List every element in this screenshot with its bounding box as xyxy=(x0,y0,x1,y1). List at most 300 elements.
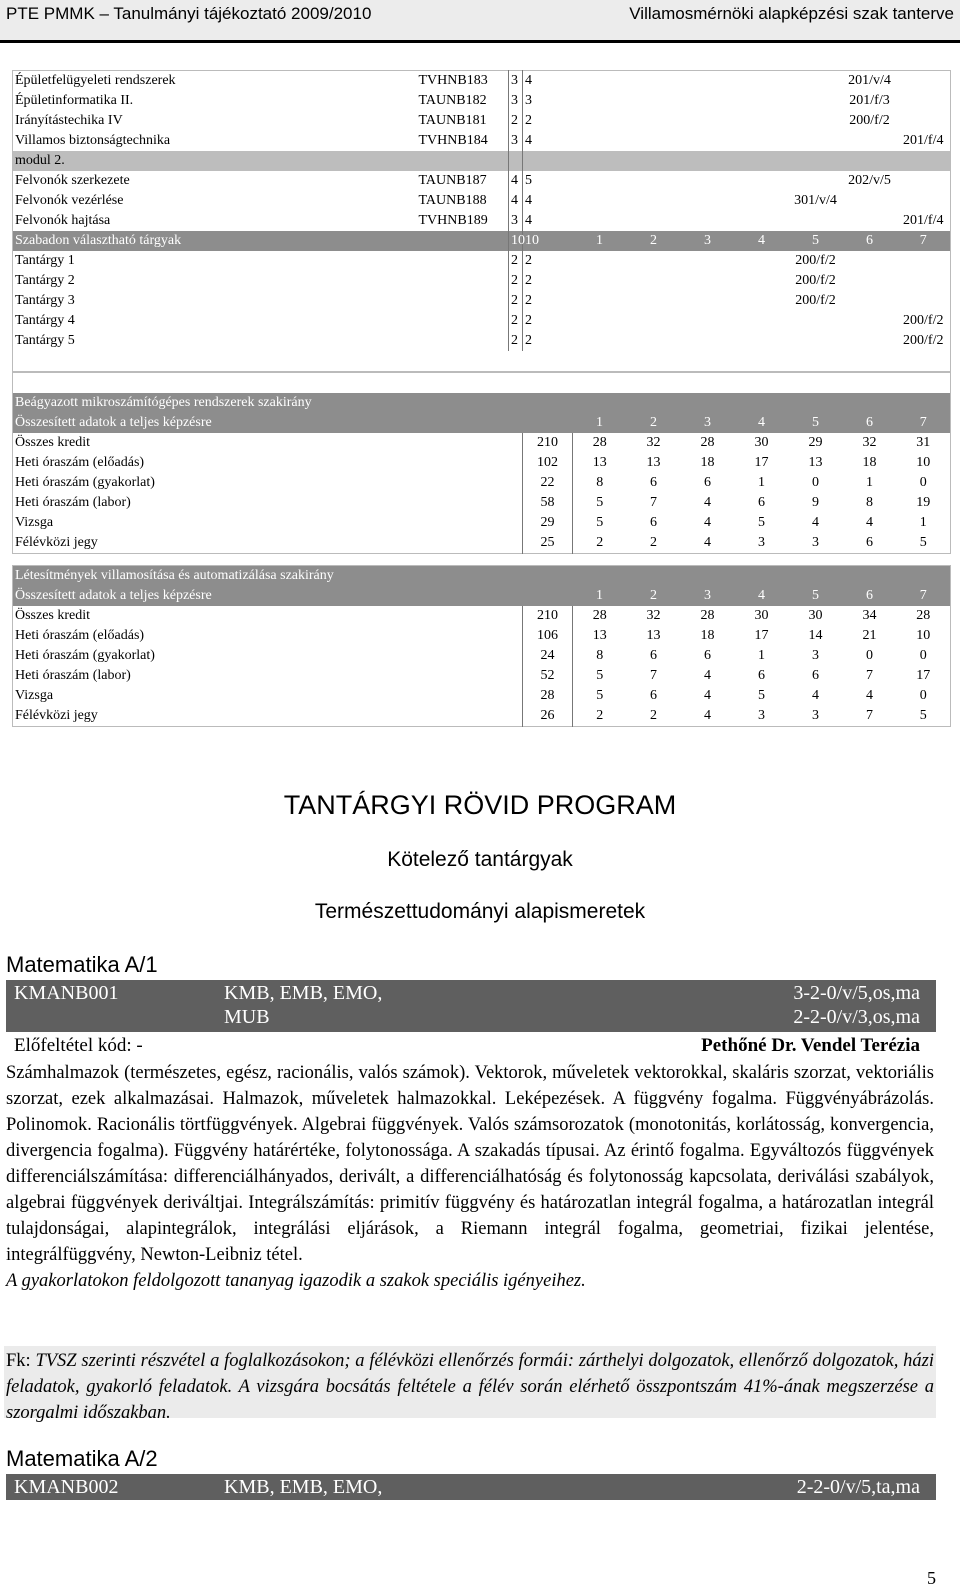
semester-value: 4 xyxy=(789,686,843,706)
row-total: 210 xyxy=(523,606,573,626)
semester-cell xyxy=(681,151,735,171)
table-row xyxy=(13,706,951,727)
course-code xyxy=(417,331,509,351)
semester-cell xyxy=(627,151,681,171)
table-row xyxy=(13,646,951,666)
page-number: 5 xyxy=(927,1568,936,1588)
page-header xyxy=(0,0,960,40)
semester-value: 1 xyxy=(735,646,789,666)
semester-header: 4 xyxy=(735,586,789,606)
semester-cell xyxy=(789,111,843,131)
semester-cell: 301/v/4 xyxy=(789,191,843,211)
semester-value: 28 xyxy=(681,433,735,453)
semester-value: 7 xyxy=(843,666,897,686)
semester-value: 5 xyxy=(573,686,627,706)
semester-header: 3 xyxy=(681,413,735,433)
semester-value: 6 xyxy=(735,666,789,686)
semester-cell xyxy=(897,271,951,291)
course-credits: 4 xyxy=(523,131,573,151)
subject-name-2: Matematika A/2 xyxy=(6,1446,158,1471)
assessment-description: TVSZ szerinti részvétel a foglalkozásokon; a félévközi ellenőrzés formái: zárthelyi dolgozatok, ellenőrző dolgozatok, házi feladatok, gyakorló feladatok. A vizsgára bocsátás feltétele a félév során elérhető összpontszám 41%-ának megszerzése a szorgalmi időszakban. xyxy=(6,1351,934,1423)
course-hours: 3 xyxy=(509,131,523,151)
subject-code: KMANB001 xyxy=(14,982,119,1004)
semester-cell: 2 xyxy=(627,231,681,251)
subject-info-bar xyxy=(6,980,936,1032)
row-label: Félévközi jegy xyxy=(13,533,523,554)
semester-value: 13 xyxy=(789,453,843,473)
semester-value: 7 xyxy=(627,493,681,513)
semester-header: 3 xyxy=(681,586,735,606)
semester-cell xyxy=(681,131,735,151)
semester-cell xyxy=(627,271,681,291)
course-code: TVHNB183 xyxy=(417,71,509,92)
course-code: TAUNB182 xyxy=(417,91,509,111)
semester-value: 6 xyxy=(735,493,789,513)
semester-header: 7 xyxy=(897,413,951,433)
subject-departments-2: MUB xyxy=(224,1006,270,1028)
table-row xyxy=(13,251,951,271)
semester-header: 5 xyxy=(789,413,843,433)
semester-cell: 201/f/4 xyxy=(897,211,951,231)
course-hours: 2 xyxy=(509,271,523,291)
semester-value: 7 xyxy=(627,666,681,686)
semester-cell xyxy=(627,251,681,271)
course-code xyxy=(417,251,509,271)
semester-value: 5 xyxy=(573,513,627,533)
course-code xyxy=(417,291,509,311)
semester-value: 8 xyxy=(573,646,627,666)
semester-value: 8 xyxy=(843,493,897,513)
subject-departments-2b: KMB, EMB, EMO, xyxy=(224,1476,383,1498)
semester-value: 6 xyxy=(627,646,681,666)
semester-header: 1 xyxy=(573,413,627,433)
course-code: TAUNB188 xyxy=(417,191,509,211)
semester-value: 29 xyxy=(789,433,843,453)
semester-cell xyxy=(627,211,681,231)
semester-cell: 200/f/2 xyxy=(789,251,843,271)
semester-cell xyxy=(735,111,789,131)
semester-value: 17 xyxy=(735,453,789,473)
table-row xyxy=(13,191,951,211)
course-credits: 2 xyxy=(523,291,573,311)
semester-value: 5 xyxy=(573,666,627,686)
semester-cell xyxy=(735,271,789,291)
row-label: Vizsga xyxy=(13,513,523,533)
semester-cell xyxy=(681,171,735,191)
header-left-title: PTE PMMK – Tanulmányi tájékoztató 2009/2010 xyxy=(6,4,372,23)
table-row xyxy=(13,311,951,331)
table-row xyxy=(13,606,951,626)
semester-cell xyxy=(573,251,627,271)
table-row xyxy=(13,91,951,111)
course-credits: 4 xyxy=(523,191,573,211)
course-hours: 3 xyxy=(509,91,523,111)
semester-cell: 201/f/4 xyxy=(897,131,951,151)
semester-cell xyxy=(789,311,843,331)
course-code: TVHNB184 xyxy=(417,131,509,151)
semester-value: 30 xyxy=(735,433,789,453)
course-name: Tantárgy 5 xyxy=(13,331,417,351)
course-name: Irányítástechika IV xyxy=(13,111,417,131)
semester-value: 4 xyxy=(681,706,735,727)
course-name: modul 2. xyxy=(13,151,417,171)
semester-value: 28 xyxy=(897,606,951,626)
semester-cell xyxy=(843,291,897,311)
semester-header: 4 xyxy=(735,413,789,433)
semester-cell xyxy=(573,131,627,151)
semester-value: 28 xyxy=(681,606,735,626)
semester-cell xyxy=(735,151,789,171)
table-row xyxy=(13,171,951,191)
semester-cell xyxy=(627,131,681,151)
teacher-name: Pethőné Dr. Vendel Terézia xyxy=(701,1035,920,1056)
semester-cell xyxy=(843,151,897,171)
course-name: Felvonók vezérlése xyxy=(13,191,417,211)
semester-cell xyxy=(735,91,789,111)
course-code xyxy=(417,231,509,251)
semester-header: 2 xyxy=(627,413,681,433)
course-hours: 3 xyxy=(509,211,523,231)
semester-value: 21 xyxy=(843,626,897,646)
row-total: 52 xyxy=(523,666,573,686)
subject-name: Matematika A/1 xyxy=(6,952,158,977)
semester-cell xyxy=(681,271,735,291)
row-total: 25 xyxy=(523,533,573,554)
semester-value: 6 xyxy=(789,666,843,686)
row-total: 58 xyxy=(523,493,573,513)
semester-value: 0 xyxy=(897,646,951,666)
row-label: Heti óraszám (labor) xyxy=(13,493,523,513)
semester-cell xyxy=(735,211,789,231)
semester-cell xyxy=(627,111,681,131)
semester-cell xyxy=(573,151,627,171)
row-total: 26 xyxy=(523,706,573,727)
semester-value: 4 xyxy=(681,493,735,513)
semester-cell xyxy=(897,171,951,191)
subject-description xyxy=(6,1060,934,1294)
semester-value: 5 xyxy=(735,686,789,706)
semester-cell: 7 xyxy=(897,231,951,251)
semester-cell xyxy=(789,211,843,231)
course-hours: 2 xyxy=(509,331,523,351)
semester-cell: 200/f/2 xyxy=(897,331,951,351)
course-credits: 2 xyxy=(523,311,573,331)
semester-cell xyxy=(843,211,897,231)
semester-value: 18 xyxy=(843,453,897,473)
table-title: Létesítmények villamosítása és automatizálása szakirány xyxy=(13,566,951,587)
semester-value: 18 xyxy=(681,453,735,473)
table-row xyxy=(13,493,951,513)
curriculum-table xyxy=(12,70,951,372)
course-credits: 2 xyxy=(523,251,573,271)
course-credits: 4 xyxy=(523,71,573,92)
row-label: Heti óraszám (előadás) xyxy=(13,626,523,646)
row-total: 210 xyxy=(523,433,573,453)
semester-cell: 5 xyxy=(789,231,843,251)
course-name: Villamos biztonságtechnika xyxy=(13,131,417,151)
semester-header: 1 xyxy=(573,586,627,606)
semester-cell xyxy=(735,311,789,331)
semester-value: 3 xyxy=(789,706,843,727)
semester-cell xyxy=(681,251,735,271)
row-total: 28 xyxy=(523,686,573,706)
semester-value: 28 xyxy=(573,433,627,453)
subject-code-2: KMANB002 xyxy=(14,1476,119,1498)
semester-cell xyxy=(843,271,897,291)
semester-cell xyxy=(843,311,897,331)
subject-departments: KMB, EMB, EMO, xyxy=(224,982,383,1004)
table-row xyxy=(13,626,951,646)
semester-cell xyxy=(627,331,681,351)
semester-header: 6 xyxy=(843,413,897,433)
subject-requirement-2b: 2-2-0/v/5,ta,ma xyxy=(796,1476,920,1498)
course-hours: 4 xyxy=(509,171,523,191)
semester-header: 7 xyxy=(897,586,951,606)
semester-cell xyxy=(573,291,627,311)
semester-cell xyxy=(681,291,735,311)
semester-value: 2 xyxy=(627,533,681,554)
semester-value: 3 xyxy=(735,706,789,727)
semester-value: 0 xyxy=(897,686,951,706)
semester-value: 30 xyxy=(735,606,789,626)
semester-cell xyxy=(627,291,681,311)
semester-cell xyxy=(681,111,735,131)
semester-cell xyxy=(681,191,735,211)
course-code: TAUNB187 xyxy=(417,171,509,191)
description-text: Számhalmazok (természetes, egész, racionális, valós számok). Vektorok, műveletek vektorokkal, skaláris szorzat, vektoriális szorzat, ezek alkalmazásai. Halmazok, műveletek halmazokkal. Leképezések. A függvény fogalma. Függvényábrázolás. Polinomok. Racionális törtfüggvények. Algebrai függvények. Valós számsorozatok (monotonitás, korlátosság, konvergencia, divergencia fogalma). Függvény határértéke, folytonossága. A szakadás típusai. Az érintő fogalma. Egyváltozós függvények differenciálszámítása: differenciálhányados, derivált, a differenciálhatóság és folytonosság kapcsolata, deriválási szabályok, algebrai függvények deriváltjai. Integrálszámítás: primitív függvény és határozatlan integrál fogalma, a határozatlan integrál tulajdonságai, alapintegrálok, integrálási eljárások, a Riemann integrál fogalma, geometriai, fizikai jelentése, integrálfüggvény, Newton-Leibniz tétel. xyxy=(6,1063,934,1265)
semester-value: 3 xyxy=(789,646,843,666)
row-label: Vizsga xyxy=(13,686,523,706)
row-label: Összes kredit xyxy=(13,433,523,453)
course-code: TAUNB181 xyxy=(417,111,509,131)
row-total: 22 xyxy=(523,473,573,493)
semester-cell xyxy=(843,251,897,271)
table-row xyxy=(13,473,951,493)
course-hours: 3 xyxy=(509,71,523,92)
semester-value: 6 xyxy=(627,473,681,493)
row-label: Összes kredit xyxy=(13,606,523,626)
semester-value: 5 xyxy=(573,493,627,513)
semester-cell: 3 xyxy=(681,231,735,251)
semester-cell xyxy=(627,171,681,191)
semester-cell xyxy=(573,311,627,331)
practice-note: A gyakorlatokon feldolgozott tananyag igazodik a szakok speciális igényeihez. xyxy=(6,1271,586,1291)
table-row xyxy=(13,111,951,131)
semester-value: 5 xyxy=(735,513,789,533)
table-row xyxy=(13,151,951,171)
semester-value: 4 xyxy=(681,666,735,686)
semester-value: 10 xyxy=(897,453,951,473)
course-hours: 2 xyxy=(509,111,523,131)
semester-cell: 1 xyxy=(573,231,627,251)
course-hours: 2 xyxy=(509,251,523,271)
row-total: 102 xyxy=(523,453,573,473)
header-right-title: Villamosmérnöki alapképzési szak tanterve xyxy=(629,4,954,23)
semester-cell xyxy=(735,251,789,271)
semester-cell xyxy=(573,211,627,231)
semester-value: 6 xyxy=(627,513,681,533)
semester-cell xyxy=(789,131,843,151)
table-header: Összesített adatok a teljes képzésre xyxy=(13,586,523,606)
semester-cell xyxy=(735,191,789,211)
semester-cell xyxy=(573,191,627,211)
course-hours: 2 xyxy=(509,291,523,311)
course-credits: 10 xyxy=(523,231,573,251)
semester-cell xyxy=(897,91,951,111)
semester-cell: 202/v/5 xyxy=(843,171,897,191)
table-row xyxy=(13,211,951,231)
semester-cell xyxy=(789,331,843,351)
semester-header: 6 xyxy=(843,586,897,606)
course-code xyxy=(417,271,509,291)
section-title: Természettudományi alapismeretek xyxy=(314,900,646,923)
row-label: Félévközi jegy xyxy=(13,706,523,727)
course-credits: 2 xyxy=(523,111,573,131)
specialization-summary-table-1 xyxy=(12,372,951,554)
course-credits: 5 xyxy=(523,171,573,191)
course-hours: 10 xyxy=(509,231,523,251)
main-title: TANTÁRGYI RÖVID PROGRAM xyxy=(283,790,677,820)
semester-value: 1 xyxy=(735,473,789,493)
semester-cell xyxy=(573,91,627,111)
table-row xyxy=(13,513,951,533)
course-name: Épületinformatika II. xyxy=(13,91,417,111)
semester-value: 6 xyxy=(627,686,681,706)
course-name: Felvonók hajtása xyxy=(13,211,417,231)
semester-cell: 4 xyxy=(735,231,789,251)
semester-cell xyxy=(897,71,951,92)
semester-value: 31 xyxy=(897,433,951,453)
course-credits: 4 xyxy=(523,211,573,231)
prerequisite: Előfeltétel kód: - xyxy=(14,1035,143,1056)
course-hours: 2 xyxy=(509,311,523,331)
course-code: TVHNB189 xyxy=(417,211,509,231)
semester-value: 5 xyxy=(897,706,951,727)
semester-value: 9 xyxy=(789,493,843,513)
course-name: Épületfelügyeleti rendszerek xyxy=(13,71,417,92)
table-row xyxy=(13,231,951,251)
semester-cell xyxy=(573,331,627,351)
table-row xyxy=(13,331,951,351)
semester-value: 0 xyxy=(843,646,897,666)
semester-value: 32 xyxy=(843,433,897,453)
subject-requirement-1: 3-2-0/v/5,os,ma xyxy=(793,982,920,1004)
semester-cell xyxy=(789,151,843,171)
course-credits xyxy=(523,151,573,171)
semester-cell xyxy=(789,71,843,92)
specialization-summary-table-2 xyxy=(12,565,951,727)
semester-cell xyxy=(735,171,789,191)
row-total: 106 xyxy=(523,626,573,646)
prerequisite-line xyxy=(14,1035,932,1057)
semester-cell xyxy=(627,71,681,92)
semester-value: 2 xyxy=(627,706,681,727)
row-label: Heti óraszám (labor) xyxy=(13,666,523,686)
semester-cell: 200/f/2 xyxy=(789,291,843,311)
semester-value: 5 xyxy=(897,533,951,554)
semester-cell xyxy=(789,91,843,111)
semester-cell xyxy=(681,91,735,111)
semester-value: 32 xyxy=(627,433,681,453)
semester-value: 6 xyxy=(681,646,735,666)
semester-cell xyxy=(627,191,681,211)
course-name: Tantárgy 4 xyxy=(13,311,417,331)
row-total: 29 xyxy=(523,513,573,533)
semester-cell xyxy=(735,291,789,311)
course-credits: 2 xyxy=(523,271,573,291)
row-label: Heti óraszám (gyakorlat) xyxy=(13,473,523,493)
table-row xyxy=(13,131,951,151)
semester-value: 3 xyxy=(735,533,789,554)
table-title: Beágyazott mikroszámítógépes rendszerek szakirány xyxy=(13,393,951,413)
semester-value: 30 xyxy=(789,606,843,626)
semester-value: 4 xyxy=(681,533,735,554)
assessment-label: Fk: xyxy=(6,1351,31,1371)
semester-value: 13 xyxy=(573,626,627,646)
semester-cell xyxy=(789,171,843,191)
semester-value: 1 xyxy=(843,473,897,493)
semester-cell xyxy=(573,111,627,131)
semester-value: 6 xyxy=(843,533,897,554)
semester-value: 8 xyxy=(573,473,627,493)
row-total: 24 xyxy=(523,646,573,666)
semester-cell xyxy=(573,71,627,92)
table-row xyxy=(13,533,951,554)
course-code xyxy=(417,311,509,331)
semester-cell: 200/f/2 xyxy=(897,311,951,331)
table-row xyxy=(13,71,951,92)
table-row xyxy=(13,686,951,706)
course-credits: 3 xyxy=(523,91,573,111)
row-label: Heti óraszám (előadás) xyxy=(13,453,523,473)
semester-cell: 200/f/2 xyxy=(789,271,843,291)
semester-value: 14 xyxy=(789,626,843,646)
course-name: Szabadon választható tárgyak xyxy=(13,231,417,251)
semester-cell xyxy=(897,111,951,131)
semester-cell xyxy=(843,131,897,151)
table-row xyxy=(13,291,951,311)
semester-value: 18 xyxy=(681,626,735,646)
header-divider xyxy=(0,40,960,43)
semester-value: 4 xyxy=(681,686,735,706)
semester-cell xyxy=(897,251,951,271)
assessment-text xyxy=(6,1348,934,1426)
semester-cell xyxy=(573,271,627,291)
semester-cell xyxy=(681,71,735,92)
semester-value: 2 xyxy=(573,706,627,727)
subject-info-bar-2 xyxy=(6,1474,936,1500)
semester-value: 4 xyxy=(681,513,735,533)
semester-value: 4 xyxy=(843,686,897,706)
course-hours: 4 xyxy=(509,191,523,211)
course-name: Tantárgy 3 xyxy=(13,291,417,311)
semester-cell xyxy=(897,151,951,171)
semester-cell xyxy=(897,291,951,311)
semester-cell xyxy=(627,91,681,111)
semester-cell xyxy=(573,171,627,191)
semester-cell xyxy=(735,71,789,92)
semester-cell xyxy=(735,131,789,151)
semester-value: 0 xyxy=(789,473,843,493)
semester-value: 28 xyxy=(573,606,627,626)
semester-cell xyxy=(627,311,681,331)
course-credits: 2 xyxy=(523,331,573,351)
semester-cell xyxy=(735,331,789,351)
course-name: Tantárgy 1 xyxy=(13,251,417,271)
semester-cell: 200/f/2 xyxy=(843,111,897,131)
semester-value: 34 xyxy=(843,606,897,626)
semester-value: 13 xyxy=(627,626,681,646)
